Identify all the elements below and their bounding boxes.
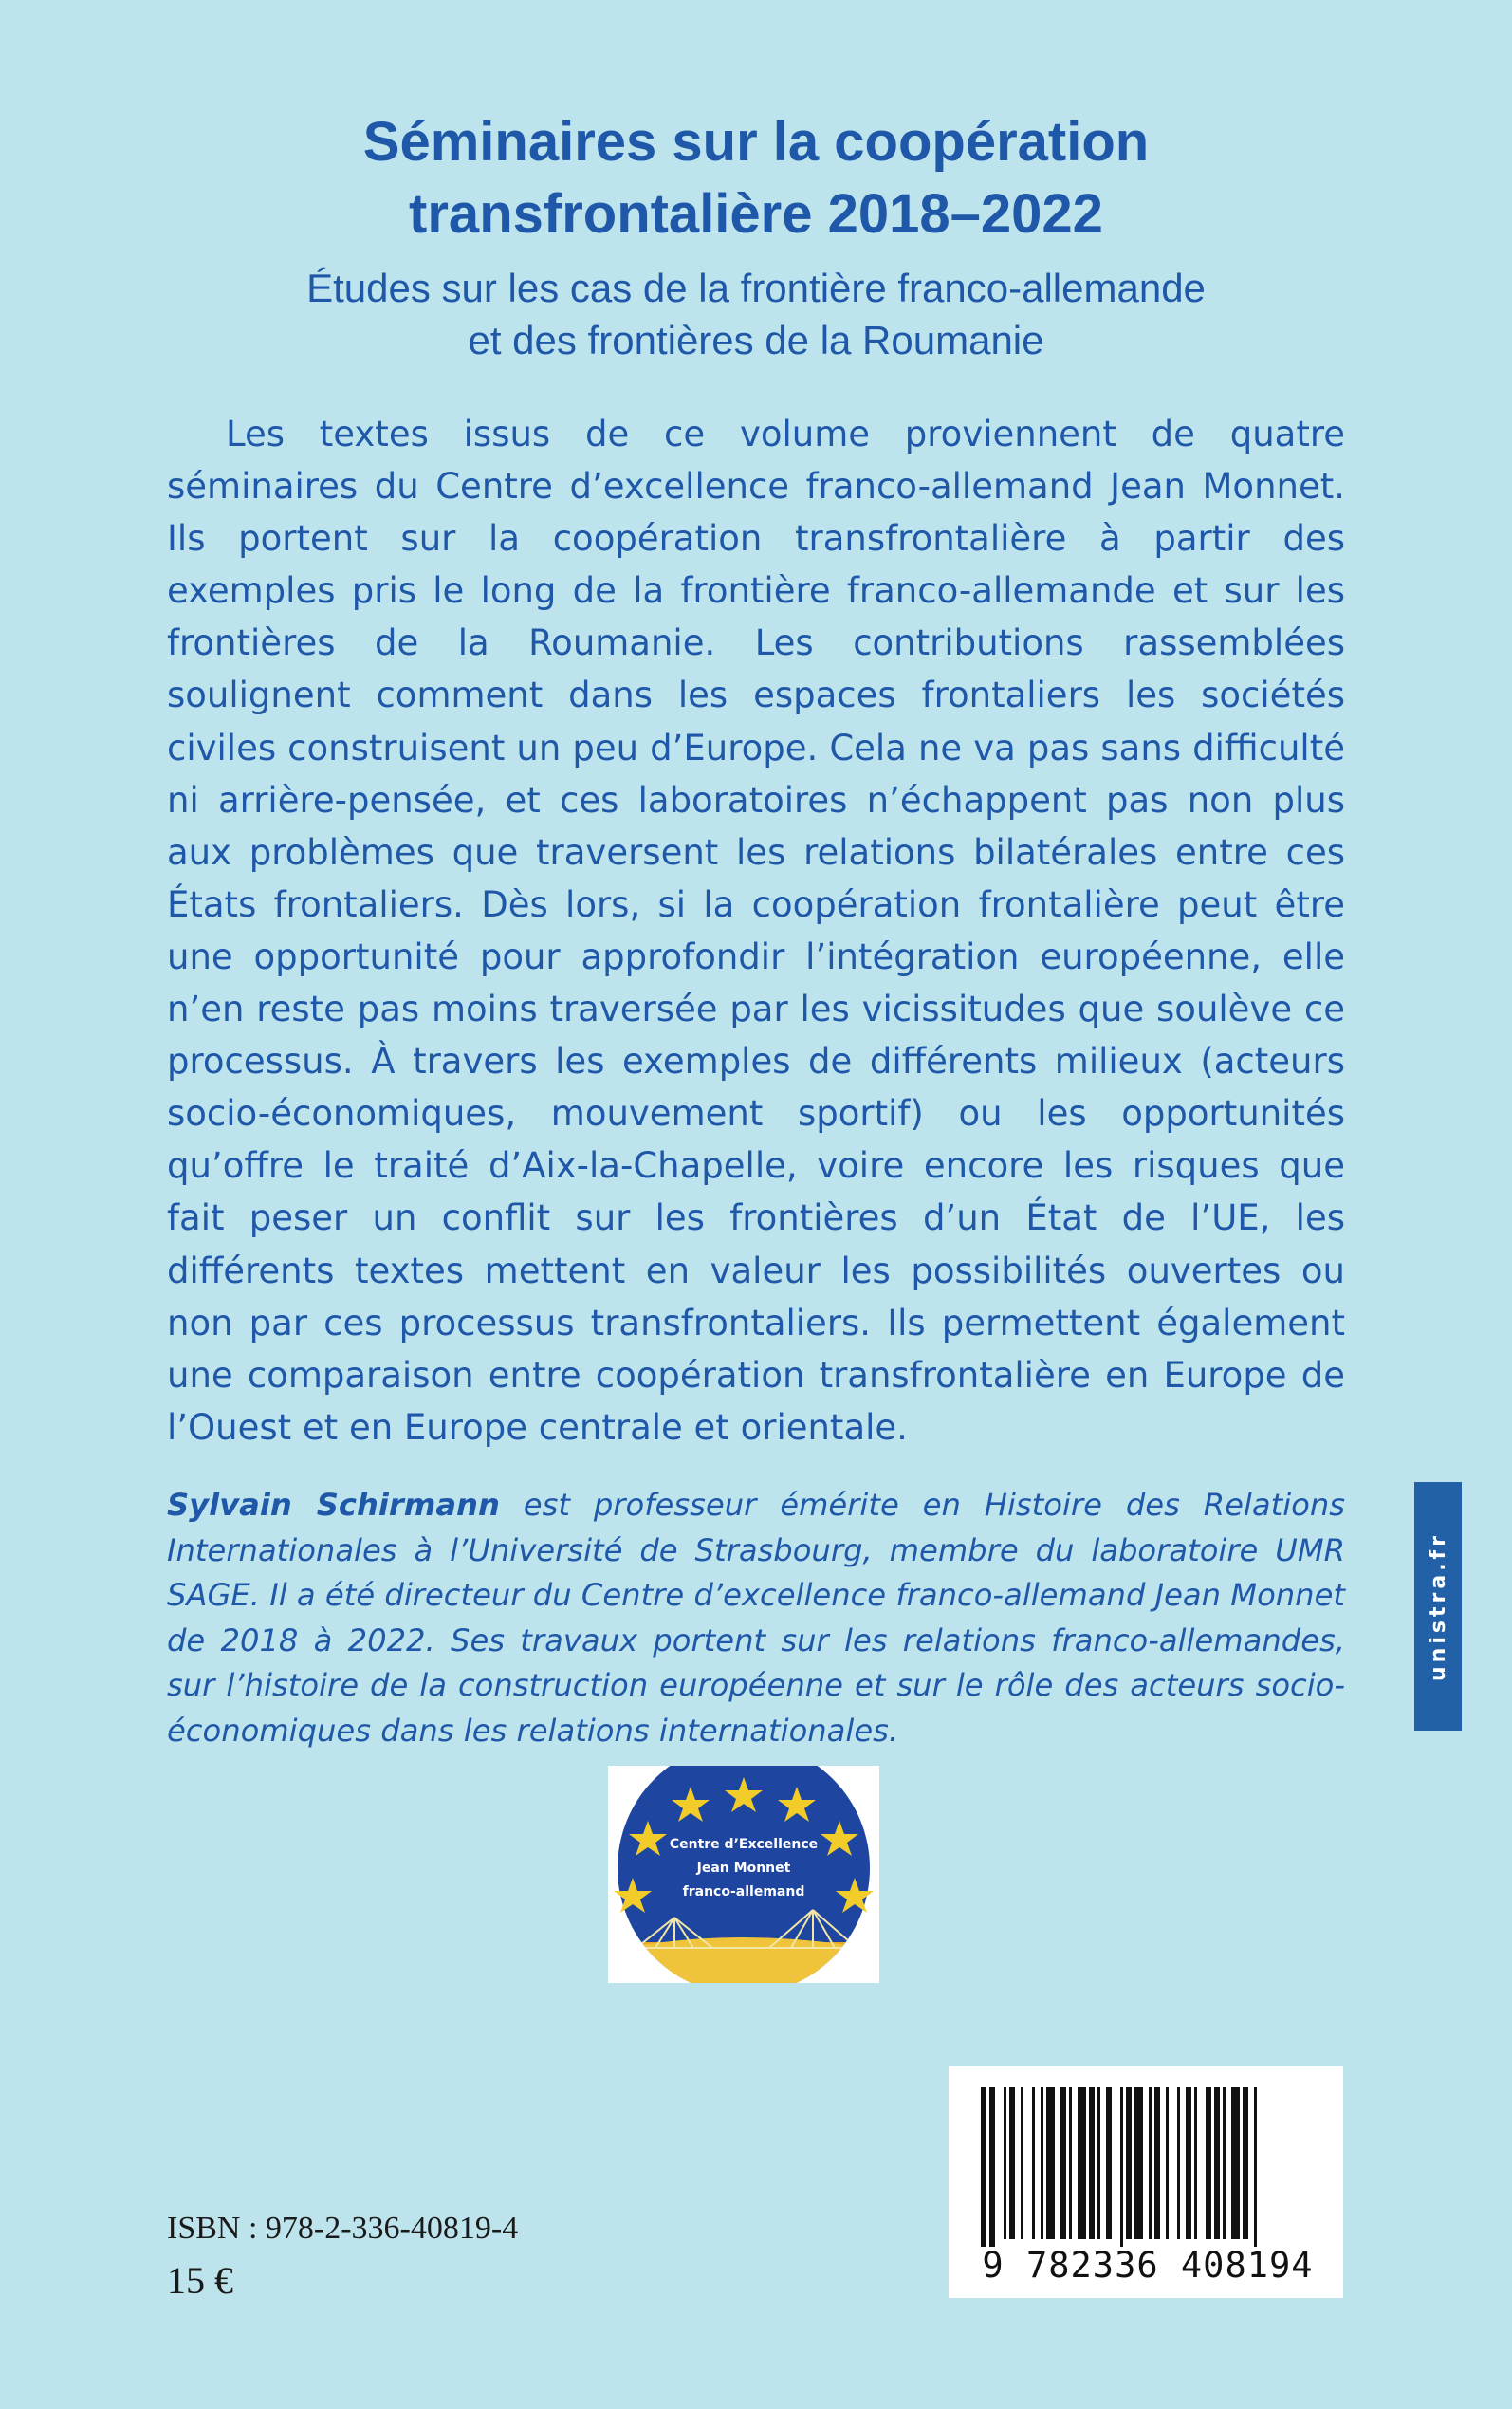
logo-line-2: Jean Monnet	[696, 1861, 791, 1876]
barcode-bar	[1046, 2087, 1055, 2239]
barcode-bar	[1186, 2087, 1191, 2239]
barcode-bar	[1021, 2087, 1023, 2239]
barcode-bar	[1254, 2087, 1257, 2247]
barcode-bar	[1009, 2087, 1015, 2239]
barcode	[949, 2066, 1343, 2298]
author-name: Sylvain Schirmann	[167, 1487, 500, 1523]
logo-line-3: franco-allemand	[682, 1884, 805, 1899]
title-line-1: Séminaires sur la coopération	[362, 111, 1150, 173]
author-bio-text: est professeur émérite en Histoire des Relations Internationales à l’Université de Strasbourg, membre du laboratoire UMR SAGE. Il a été directeur du Centre d’excellence franco-allemand Jean Monnet de 2018 à 2022. Ses travaux portent sur les relations franco-allemandes, sur l’histoire de la construction européenne et sur le rôle des acteurs socio-économiques dans les relations internationales.	[167, 1487, 1345, 1749]
author-bio	[167, 1483, 1345, 1753]
barcode-bar	[1154, 2087, 1160, 2239]
barcode-bar	[1134, 2087, 1143, 2239]
title-line-2: transfrontalière 2018–2022	[409, 183, 1103, 245]
book-subtitle	[0, 262, 1512, 366]
barcode-bar	[1106, 2087, 1112, 2239]
unistra-tab	[1414, 1482, 1462, 1731]
logo-line-1: Centre d’Excellence	[669, 1837, 819, 1852]
barcode-bar	[1149, 2087, 1152, 2239]
isbn: ISBN : 978-2-336-40819-4	[167, 2211, 519, 2246]
barcode-bar	[1177, 2087, 1180, 2239]
barcode-bar	[1126, 2087, 1132, 2239]
barcode-bar	[981, 2087, 986, 2247]
barcode-bar	[1214, 2087, 1220, 2239]
jean-monnet-logo	[608, 1766, 879, 1983]
unistra-label: unistra.fr	[1426, 1531, 1450, 1681]
barcode-bar	[1089, 2087, 1095, 2239]
barcode-bar	[1078, 2087, 1086, 2239]
barcode-bar	[1120, 2087, 1123, 2247]
barcode-bar	[1060, 2087, 1066, 2239]
barcode-bar	[1097, 2087, 1100, 2239]
barcode-bar	[1194, 2087, 1197, 2239]
subtitle-line-1: Études sur les cas de la frontière franco-allemande	[306, 266, 1206, 310]
barcode-bar	[1223, 2087, 1226, 2239]
barcode-digits: 9 782336 408194	[982, 2245, 1314, 2286]
barcode-bar	[1166, 2087, 1169, 2239]
summary-paragraph: Les textes issus de ce volume proviennent de quatre séminaires du Centre d’excellence franco-allemand Jean Monnet. Ils portent sur la coopération transfrontalière à partir des exemples pris le long de la frontière franco-allemande et sur les frontières de la Roumanie. Les contributions rassemblées soulignent comment dans les espaces frontaliers les sociétés civiles construisent un peu d’Europe. Cela ne va pas sans difficulté ni arrière-pensée, et ces laboratoires n’échappent pas non plus aux problèmes que traversent les relations bilatérales entre ces États frontaliers. Dès lors, si la coopération frontalière peut être une opportunité pour approfondir l’intégration européenne, elle n’en reste pas moins traversée par les vicissitudes que soulève ce processus. À travers les exemples de différents milieux (acteurs socio-économiques, mouvement sportif) ou les opportunités qu’offre le traité d’Aix-la-Chapelle, voire encore les risques que fait peser un conflit sur les frontières d’un État de l’UE, les différents textes mettent en valeur les possibilités ouvertes ou non par ces processus transfrontaliers. Ils permettent également une comparaison entre coopération transfrontalière en Europe de l’Ouest et en Europe centrale et orientale.	[167, 414, 1345, 1448]
barcode-bar	[1206, 2087, 1211, 2239]
barcode-bar	[1069, 2087, 1072, 2239]
barcode-bar	[1032, 2087, 1035, 2239]
subtitle-line-2: et des frontières de la Roumanie	[468, 318, 1044, 362]
barcode-bar	[1004, 2087, 1006, 2239]
barcode-bar	[1231, 2087, 1240, 2239]
price: 15 €	[167, 2259, 233, 2302]
barcode-bar	[1041, 2087, 1043, 2239]
barcode-bar	[989, 2087, 995, 2247]
book-title	[0, 106, 1512, 250]
barcode-bar	[1243, 2087, 1248, 2239]
